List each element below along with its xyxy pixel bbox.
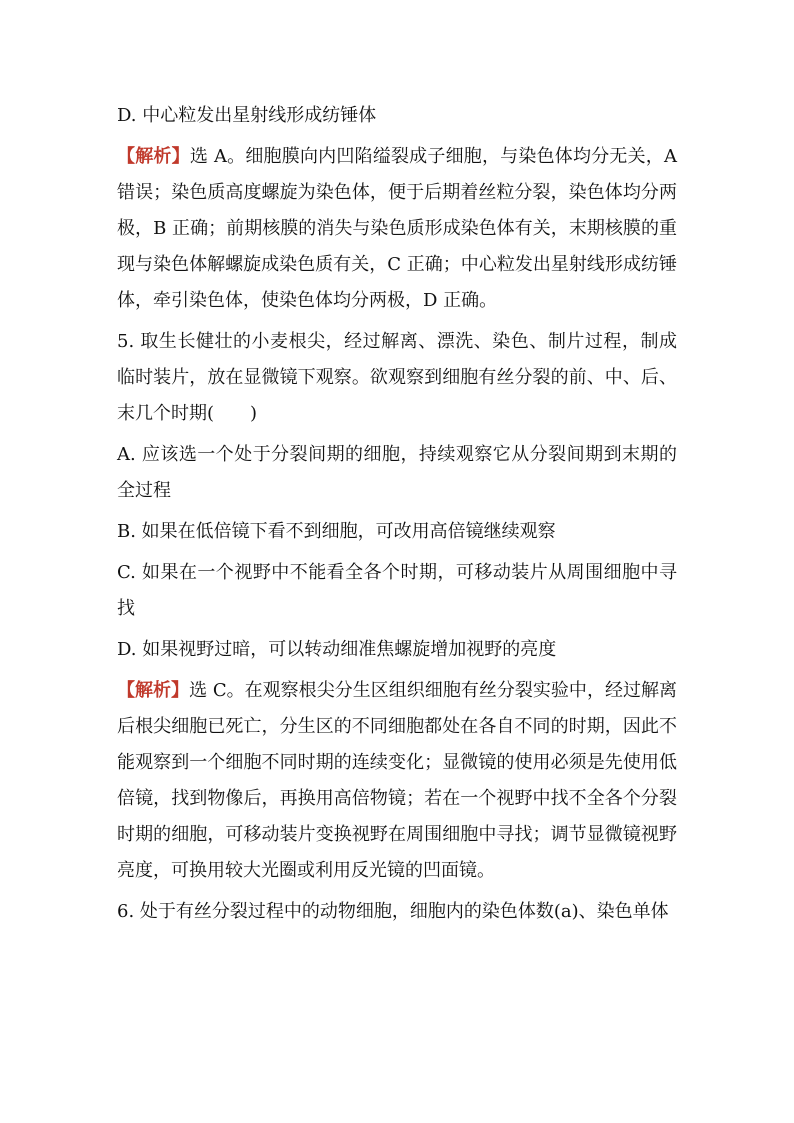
option-text: A. 应该选一个处于分裂间期的细胞，持续观察它从分裂间期到末期的全过程 bbox=[117, 444, 677, 501]
analysis-tag: 【解析】 bbox=[117, 680, 190, 701]
analysis-q4 bbox=[117, 139, 677, 319]
document-body bbox=[117, 98, 677, 935]
option-b-q5 bbox=[117, 514, 677, 550]
question-text: 6. 处于有丝分裂过程中的动物细胞，细胞内的染色体数(a)、染色单体 bbox=[117, 901, 669, 922]
analysis-tag: 【解析】 bbox=[117, 146, 190, 167]
option-text: D. 如果视野过暗，可以转动细准焦螺旋增加视野的亮度 bbox=[117, 639, 557, 660]
analysis-text: 选 C。在观察根尖分生区组织细胞有丝分裂实验中，经过解离后根尖细胞已死亡，分生区的不同细胞都处在各自不同的时期，因此不能观察到一个细胞不同时期的连续变化；显微镜的使用必须是先使用低倍镜，找到物像后，再换用高倍物镜；若在一个视野中找不全各个分裂时期的细胞，可移动装片变换视野在周围细胞中寻找；调节显微镜视野亮度，可换用较大光圈或利用反光镜的凹面镜。 bbox=[117, 680, 678, 881]
option-text: B. 如果在低倍镜下看不到细胞，可改用高倍镜继续观察 bbox=[117, 521, 556, 542]
option-d-q5 bbox=[117, 632, 677, 668]
option-a-q5 bbox=[117, 437, 677, 509]
option-c-q5 bbox=[117, 555, 677, 627]
analysis-q5 bbox=[117, 673, 677, 889]
question-6-stem bbox=[117, 894, 677, 930]
question-5-stem bbox=[117, 324, 677, 432]
option-d-q4 bbox=[117, 98, 677, 134]
option-text: C. 如果在一个视野中不能看全各个时期，可移动装片从周围细胞中寻找 bbox=[117, 562, 677, 619]
option-text: D. 中心粒发出星射线形成纺锤体 bbox=[117, 105, 377, 126]
analysis-text: 选 A。细胞膜向内凹陷缢裂成子细胞，与染色体均分无关，A 错误；染色质高度螺旋为染色体，便于后期着丝粒分裂，染色体均分两极，B 正确；前期核膜的消失与染色质形成染色体有关，末期核膜的重现与染色体解螺旋成染色质有关，C 正确；中心粒发出星射线形成纺锤体，牵引染色体，使染色体均分两极，D 正确。 bbox=[117, 146, 678, 311]
question-text: 5. 取生长健壮的小麦根尖，经过解离、漂洗、染色、制片过程，制成临时装片，放在显微镜下观察。欲观察到细胞有丝分裂的前、中、后、末几个时期( ) bbox=[117, 331, 677, 424]
